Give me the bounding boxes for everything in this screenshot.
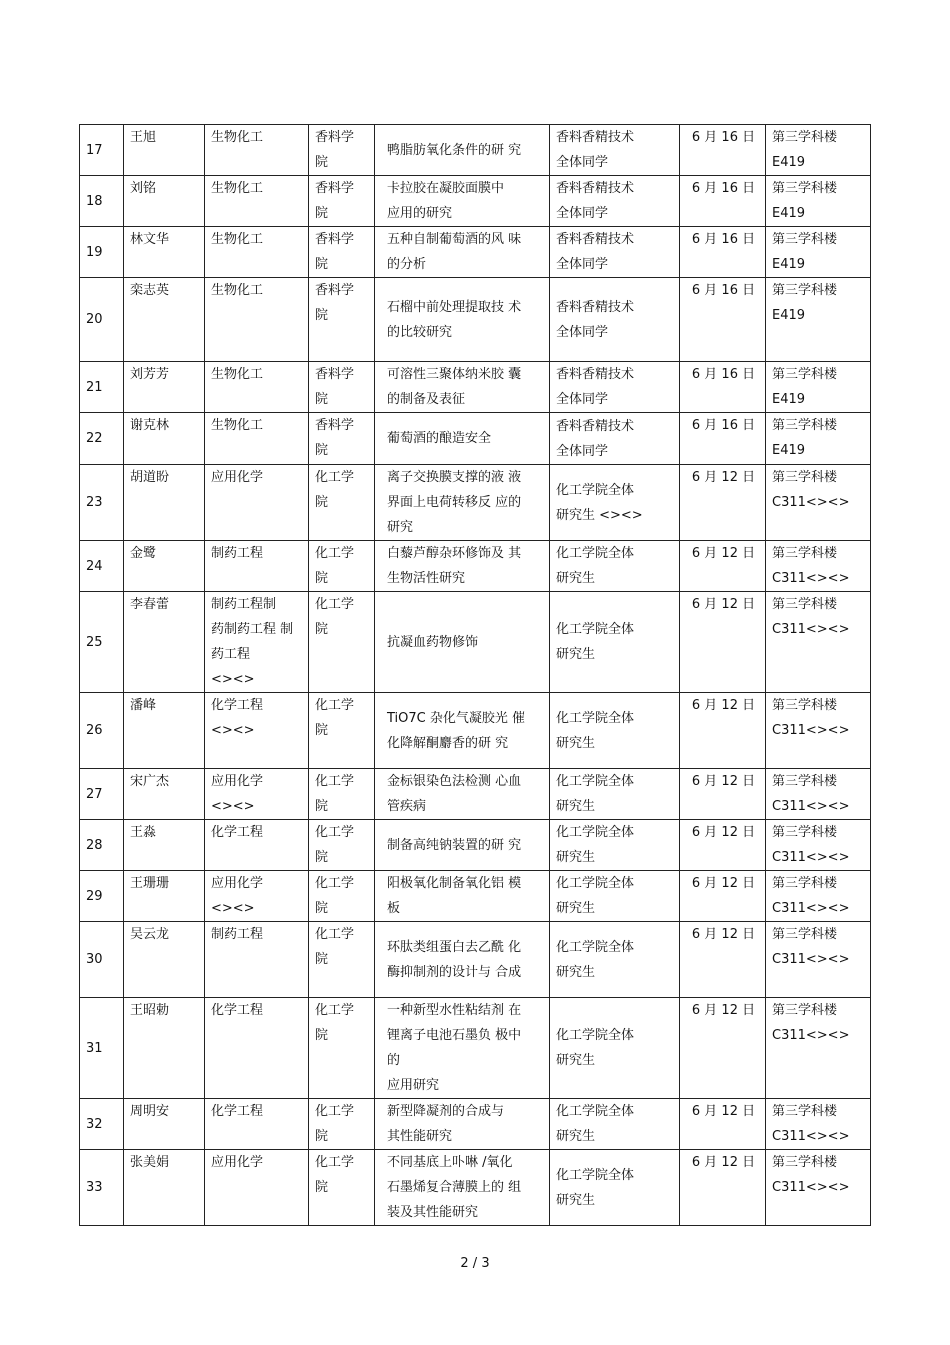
cell-audience xyxy=(550,1150,680,1226)
school-text: 化工学 院 xyxy=(315,876,355,916)
cell-student-name xyxy=(124,922,205,998)
row-number-text: 26 xyxy=(86,723,103,738)
audience-text: 化工学院全体 研究生 xyxy=(556,774,635,814)
defense-date-text: 6 月 16 日 xyxy=(691,232,756,247)
cell-defense-date xyxy=(680,465,766,541)
major-text: 化学工程 xyxy=(211,1003,264,1018)
cell-row-number xyxy=(80,413,124,465)
table-body xyxy=(80,125,871,1226)
cell-row-number xyxy=(80,820,124,871)
school-text: 化工学 院 xyxy=(315,1155,355,1195)
student-name-text: 潘峰 xyxy=(130,698,157,713)
cell-audience xyxy=(550,820,680,871)
row-number-text: 21 xyxy=(86,379,103,395)
location-text: 第三学科楼 C311<><> xyxy=(772,546,850,586)
row-number-text: 20 xyxy=(86,312,103,327)
cell-audience xyxy=(550,413,680,465)
major-text: 应用化学 <><> xyxy=(211,774,264,814)
cell-thesis-topic xyxy=(375,1099,550,1150)
thesis-topic-text: 金标银染色法检测 心血 管疾病 xyxy=(387,774,522,814)
audience-text: 化工学院全体 研究生 xyxy=(556,939,635,980)
cell-location xyxy=(766,1099,871,1150)
cell-thesis-topic xyxy=(375,176,550,227)
school-text: 化工学 院 xyxy=(315,774,355,814)
cell-student-name xyxy=(124,1099,205,1150)
cell-row-number xyxy=(80,922,124,998)
cell-major xyxy=(205,541,309,592)
audience-text: 香料香精技术 全体同学 xyxy=(556,299,635,340)
student-name-text: 金鹭 xyxy=(130,546,157,561)
cell-audience xyxy=(550,125,680,176)
student-name-text: 王淼 xyxy=(130,825,157,840)
student-name-text: 谢克林 xyxy=(130,418,170,433)
cell-thesis-topic xyxy=(375,227,550,278)
defense-date-text: 6 月 12 日 xyxy=(691,546,756,561)
table-row xyxy=(80,413,871,465)
cell-location xyxy=(766,362,871,413)
major-text: 生物化工 xyxy=(211,367,264,382)
school-text: 香料学 院 xyxy=(315,232,355,272)
cell-student-name xyxy=(124,413,205,465)
location-text: 第三学科楼 C311<><> xyxy=(772,470,850,510)
audience-text: 化工学院全体 研究生 xyxy=(556,1167,635,1208)
thesis-topic-text: 葡萄酒的酿造安全 xyxy=(387,431,492,446)
table-row xyxy=(80,465,871,541)
cell-major xyxy=(205,465,309,541)
cell-audience xyxy=(550,541,680,592)
cell-audience xyxy=(550,769,680,820)
school-text: 化工学 院 xyxy=(315,1104,355,1144)
row-number-text: 30 xyxy=(86,952,103,967)
cell-school xyxy=(309,1099,375,1150)
major-text: 制药工程 xyxy=(211,546,264,561)
table-row xyxy=(80,176,871,227)
cell-audience xyxy=(550,592,680,693)
cell-location xyxy=(766,125,871,176)
cell-student-name xyxy=(124,769,205,820)
audience-text: 化工学院全体 研究生 xyxy=(556,876,635,916)
cell-audience xyxy=(550,693,680,769)
school-text: 化工学 院 xyxy=(315,1003,355,1043)
table-row xyxy=(80,125,871,176)
cell-school xyxy=(309,693,375,769)
cell-defense-date xyxy=(680,227,766,278)
location-text: 第三学科楼 E419 xyxy=(772,367,838,407)
cell-defense-date xyxy=(680,871,766,922)
cell-defense-date xyxy=(680,362,766,413)
audience-text: 香料香精技术 全体同学 xyxy=(556,418,635,459)
audience-text: 香料香精技术 全体同学 xyxy=(556,181,635,221)
audience-text: 化工学院全体 研究生 xyxy=(556,546,635,586)
student-name-text: 张美娟 xyxy=(130,1155,170,1170)
cell-defense-date xyxy=(680,541,766,592)
cell-location xyxy=(766,998,871,1099)
row-number-text: 25 xyxy=(86,634,103,650)
cell-defense-date xyxy=(680,922,766,998)
audience-text: 香料香精技术 全体同学 xyxy=(556,130,635,170)
cell-row-number xyxy=(80,176,124,227)
cell-defense-date xyxy=(680,592,766,693)
location-text: 第三学科楼 C311<><> xyxy=(772,1003,850,1043)
cell-student-name xyxy=(124,227,205,278)
school-text: 化工学 院 xyxy=(315,597,355,637)
major-text: 化学工程 <><> xyxy=(211,698,264,738)
cell-school xyxy=(309,227,375,278)
cell-major xyxy=(205,922,309,998)
cell-row-number xyxy=(80,227,124,278)
cell-defense-date xyxy=(680,693,766,769)
cell-defense-date xyxy=(680,278,766,362)
location-text: 第三学科楼 C311<><> xyxy=(772,825,850,865)
audience-text: 香料香精技术 全体同学 xyxy=(556,367,635,407)
cell-major xyxy=(205,1099,309,1150)
cell-defense-date xyxy=(680,176,766,227)
cell-audience xyxy=(550,1099,680,1150)
cell-location xyxy=(766,693,871,769)
audience-text: 化工学院全体 研究生 <><> xyxy=(556,482,643,523)
table-row xyxy=(80,820,871,871)
cell-defense-date xyxy=(680,998,766,1099)
table-row xyxy=(80,769,871,820)
table-row xyxy=(80,362,871,413)
location-text: 第三学科楼 C311<><> xyxy=(772,1155,850,1195)
cell-school xyxy=(309,1150,375,1226)
cell-thesis-topic xyxy=(375,922,550,998)
table-row xyxy=(80,541,871,592)
table-row xyxy=(80,1150,871,1226)
thesis-topic-text: 离子交换膜支撑的液 液 界面上电荷转移反 应的 研究 xyxy=(387,470,522,535)
cell-major xyxy=(205,1150,309,1226)
thesis-topic-text: 一种新型水性粘结剂 在 锂离子电池石墨负 极中 的 应用研究 xyxy=(387,1003,522,1093)
location-text: 第三学科楼 E419 xyxy=(772,418,838,458)
thesis-topic-text: 五种自制葡萄酒的风 味 的分析 xyxy=(387,232,522,272)
cell-row-number xyxy=(80,871,124,922)
school-text: 化工学 院 xyxy=(315,470,355,510)
cell-student-name xyxy=(124,693,205,769)
cell-school xyxy=(309,592,375,693)
cell-school xyxy=(309,871,375,922)
school-text: 化工学 院 xyxy=(315,546,355,586)
cell-major xyxy=(205,227,309,278)
student-name-text: 栾志英 xyxy=(130,283,170,298)
cell-location xyxy=(766,922,871,998)
cell-audience xyxy=(550,998,680,1099)
row-number-text: 23 xyxy=(86,495,103,510)
thesis-topic-text: 新型降凝剂的合成与 其性能研究 xyxy=(387,1104,505,1144)
cell-student-name xyxy=(124,871,205,922)
student-name-text: 王珊珊 xyxy=(130,876,170,891)
defense-date-text: 6 月 12 日 xyxy=(691,1003,756,1018)
major-text: 生物化工 xyxy=(211,130,264,145)
row-number-text: 22 xyxy=(86,431,103,446)
schedule-table xyxy=(79,124,871,1226)
cell-row-number xyxy=(80,693,124,769)
row-number-text: 28 xyxy=(86,837,103,853)
cell-audience xyxy=(550,871,680,922)
cell-audience xyxy=(550,465,680,541)
cell-major xyxy=(205,769,309,820)
cell-thesis-topic xyxy=(375,998,550,1099)
location-text: 第三学科楼 C311<><> xyxy=(772,774,850,814)
cell-defense-date xyxy=(680,1150,766,1226)
thesis-topic-text: 可溶性三聚体纳米胶 囊 的制备及表征 xyxy=(387,367,522,407)
cell-thesis-topic xyxy=(375,125,550,176)
major-text: 制药工程 xyxy=(211,927,264,942)
major-text: 化学工程 xyxy=(211,1104,264,1119)
cell-location xyxy=(766,541,871,592)
location-text: 第三学科楼 E419 xyxy=(772,283,838,323)
thesis-topic-text: 鸭脂肪氧化条件的研 究 xyxy=(387,142,522,158)
table-row xyxy=(80,693,871,769)
student-name-text: 王昭勅 xyxy=(130,1003,170,1018)
cell-row-number xyxy=(80,362,124,413)
cell-location xyxy=(766,592,871,693)
cell-major xyxy=(205,693,309,769)
location-text: 第三学科楼 C311<><> xyxy=(772,1104,850,1144)
defense-date-text: 6 月 12 日 xyxy=(691,1104,756,1119)
school-text: 化工学 院 xyxy=(315,825,355,865)
cell-student-name xyxy=(124,998,205,1099)
student-name-text: 胡道盼 xyxy=(130,470,170,485)
cell-student-name xyxy=(124,541,205,592)
cell-audience xyxy=(550,278,680,362)
table-row xyxy=(80,1099,871,1150)
school-text: 香料学 院 xyxy=(315,283,355,323)
major-text: 应用化学 xyxy=(211,1155,264,1170)
cell-major xyxy=(205,592,309,693)
cell-location xyxy=(766,769,871,820)
defense-date-text: 6 月 12 日 xyxy=(691,1155,756,1170)
thesis-topic-text: 石榴中前处理提取技 术 的比较研究 xyxy=(387,299,522,340)
student-name-text: 周明安 xyxy=(130,1104,170,1119)
cell-student-name xyxy=(124,465,205,541)
thesis-topic-text: 白藜芦醇杂环修饰及 其 生物活性研究 xyxy=(387,546,522,586)
student-name-text: 宋广杰 xyxy=(130,774,170,789)
location-text: 第三学科楼 C311<><> xyxy=(772,927,850,967)
cell-major xyxy=(205,278,309,362)
student-name-text: 刘铭 xyxy=(130,181,157,196)
student-name-text: 王旭 xyxy=(130,130,157,145)
cell-school xyxy=(309,541,375,592)
audience-text: 化工学院全体 研究生 xyxy=(556,710,635,751)
cell-defense-date xyxy=(680,125,766,176)
thesis-topic-text: TiO7C 杂化气凝胶光 催 化降解酮麝香的研 究 xyxy=(387,710,525,751)
cell-row-number xyxy=(80,125,124,176)
major-text: 生物化工 xyxy=(211,232,264,247)
location-text: 第三学科楼 C311<><> xyxy=(772,597,850,637)
cell-thesis-topic xyxy=(375,769,550,820)
cell-row-number xyxy=(80,278,124,362)
cell-major xyxy=(205,176,309,227)
cell-school xyxy=(309,176,375,227)
cell-school xyxy=(309,922,375,998)
cell-thesis-topic xyxy=(375,278,550,362)
cell-thesis-topic xyxy=(375,362,550,413)
major-text: 生物化工 xyxy=(211,283,264,298)
cell-thesis-topic xyxy=(375,820,550,871)
cell-location xyxy=(766,278,871,362)
cell-location xyxy=(766,1150,871,1226)
major-text: 化学工程 xyxy=(211,825,264,840)
cell-defense-date xyxy=(680,413,766,465)
cell-defense-date xyxy=(680,1099,766,1150)
thesis-topic-text: 卡拉胶在凝胶面膜中 应用的研究 xyxy=(387,181,505,221)
row-number-text: 27 xyxy=(86,786,103,802)
cell-major xyxy=(205,871,309,922)
major-text: 应用化学 <><> xyxy=(211,876,264,916)
table-row xyxy=(80,227,871,278)
cell-student-name xyxy=(124,1150,205,1226)
cell-audience xyxy=(550,227,680,278)
cell-student-name xyxy=(124,125,205,176)
row-number-text: 31 xyxy=(86,1040,103,1056)
row-number-text: 29 xyxy=(86,888,103,904)
major-text: 生物化工 xyxy=(211,181,264,196)
cell-major xyxy=(205,125,309,176)
cell-thesis-topic xyxy=(375,541,550,592)
cell-row-number xyxy=(80,998,124,1099)
location-text: 第三学科楼 E419 xyxy=(772,232,838,272)
defense-date-text: 6 月 12 日 xyxy=(691,825,756,840)
cell-school xyxy=(309,998,375,1099)
audience-text: 香料香精技术 全体同学 xyxy=(556,232,635,272)
cell-thesis-topic xyxy=(375,413,550,465)
row-number-text: 32 xyxy=(86,1116,103,1132)
thesis-topic-text: 不同基底上卟啉 /氧化 石墨烯复合薄膜上的 组 装及其性能研究 xyxy=(387,1155,522,1220)
student-name-text: 吴云龙 xyxy=(130,927,170,942)
defense-date-text: 6 月 12 日 xyxy=(691,927,756,942)
major-text: 生物化工 xyxy=(211,418,264,433)
defense-date-text: 6 月 16 日 xyxy=(691,130,756,145)
cell-school xyxy=(309,820,375,871)
cell-row-number xyxy=(80,1150,124,1226)
cell-major xyxy=(205,820,309,871)
cell-row-number xyxy=(80,541,124,592)
location-text: 第三学科楼 C311<><> xyxy=(772,698,850,738)
school-text: 香料学 院 xyxy=(315,130,355,170)
thesis-topic-text: 制备高纯钠装置的研 究 xyxy=(387,837,522,853)
audience-text: 化工学院全体 研究生 xyxy=(556,825,635,865)
table-row xyxy=(80,871,871,922)
cell-thesis-topic xyxy=(375,592,550,693)
defense-date-text: 6 月 12 日 xyxy=(691,876,756,891)
audience-text: 化工学院全体 研究生 xyxy=(556,622,635,662)
table-row xyxy=(80,592,871,693)
cell-school xyxy=(309,769,375,820)
cell-student-name xyxy=(124,592,205,693)
table-row xyxy=(80,998,871,1099)
cell-audience xyxy=(550,922,680,998)
defense-date-text: 6 月 12 日 xyxy=(691,774,756,789)
cell-row-number xyxy=(80,769,124,820)
cell-major xyxy=(205,413,309,465)
cell-thesis-topic xyxy=(375,465,550,541)
cell-location xyxy=(766,465,871,541)
table-row xyxy=(80,278,871,362)
cell-location xyxy=(766,871,871,922)
cell-student-name xyxy=(124,278,205,362)
row-number-text: 17 xyxy=(86,142,103,158)
school-text: 香料学 院 xyxy=(315,181,355,221)
cell-location xyxy=(766,176,871,227)
table-row xyxy=(80,922,871,998)
cell-audience xyxy=(550,176,680,227)
school-text: 香料学 院 xyxy=(315,418,355,458)
location-text: 第三学科楼 E419 xyxy=(772,181,838,221)
defense-date-text: 6 月 12 日 xyxy=(691,470,756,485)
cell-thesis-topic xyxy=(375,693,550,769)
cell-defense-date xyxy=(680,769,766,820)
cell-row-number xyxy=(80,1099,124,1150)
row-number-text: 24 xyxy=(86,558,103,574)
location-text: 第三学科楼 C311<><> xyxy=(772,876,850,916)
row-number-text: 33 xyxy=(86,1180,103,1195)
student-name-text: 刘芳芳 xyxy=(130,367,170,382)
cell-school xyxy=(309,125,375,176)
cell-location xyxy=(766,820,871,871)
location-text: 第三学科楼 E419 xyxy=(772,130,838,170)
thesis-topic-text: 抗凝血药物修饰 xyxy=(387,634,479,650)
defense-date-text: 6 月 16 日 xyxy=(691,283,756,298)
school-text: 化工学 院 xyxy=(315,927,355,967)
page-number: 2 / 3 xyxy=(460,1256,490,1271)
cell-location xyxy=(766,413,871,465)
audience-text: 化工学院全体 研究生 xyxy=(556,1104,635,1144)
student-name-text: 林文华 xyxy=(130,232,170,247)
school-text: 香料学 院 xyxy=(315,367,355,407)
cell-thesis-topic xyxy=(375,1150,550,1226)
school-text: 化工学 院 xyxy=(315,698,355,738)
thesis-topic-text: 阳极氧化制备氧化铝 模 板 xyxy=(387,876,522,916)
cell-school xyxy=(309,362,375,413)
cell-defense-date xyxy=(680,820,766,871)
cell-student-name xyxy=(124,820,205,871)
cell-audience xyxy=(550,362,680,413)
audience-text: 化工学院全体 研究生 xyxy=(556,1028,635,1068)
row-number-text: 19 xyxy=(86,244,103,260)
row-number-text: 18 xyxy=(86,193,103,209)
cell-major xyxy=(205,998,309,1099)
student-name-text: 李春蕾 xyxy=(130,597,170,612)
defense-date-text: 6 月 12 日 xyxy=(691,698,756,713)
cell-school xyxy=(309,413,375,465)
defense-date-text: 6 月 16 日 xyxy=(691,181,756,196)
major-text: 应用化学 xyxy=(211,470,264,485)
defense-date-text: 6 月 12 日 xyxy=(691,597,756,612)
major-text: 制药工程制 药制药工程 制 药工程 <><> xyxy=(211,597,294,687)
cell-student-name xyxy=(124,362,205,413)
cell-school xyxy=(309,278,375,362)
defense-date-text: 6 月 16 日 xyxy=(691,418,756,433)
cell-school xyxy=(309,465,375,541)
cell-row-number xyxy=(80,592,124,693)
cell-row-number xyxy=(80,465,124,541)
defense-date-text: 6 月 16 日 xyxy=(691,367,756,382)
cell-thesis-topic xyxy=(375,871,550,922)
cell-location xyxy=(766,227,871,278)
cell-student-name xyxy=(124,176,205,227)
thesis-topic-text: 环肽类组蛋白去乙酰 化 酶抑制剂的设计与 合成 xyxy=(387,939,522,980)
cell-major xyxy=(205,362,309,413)
